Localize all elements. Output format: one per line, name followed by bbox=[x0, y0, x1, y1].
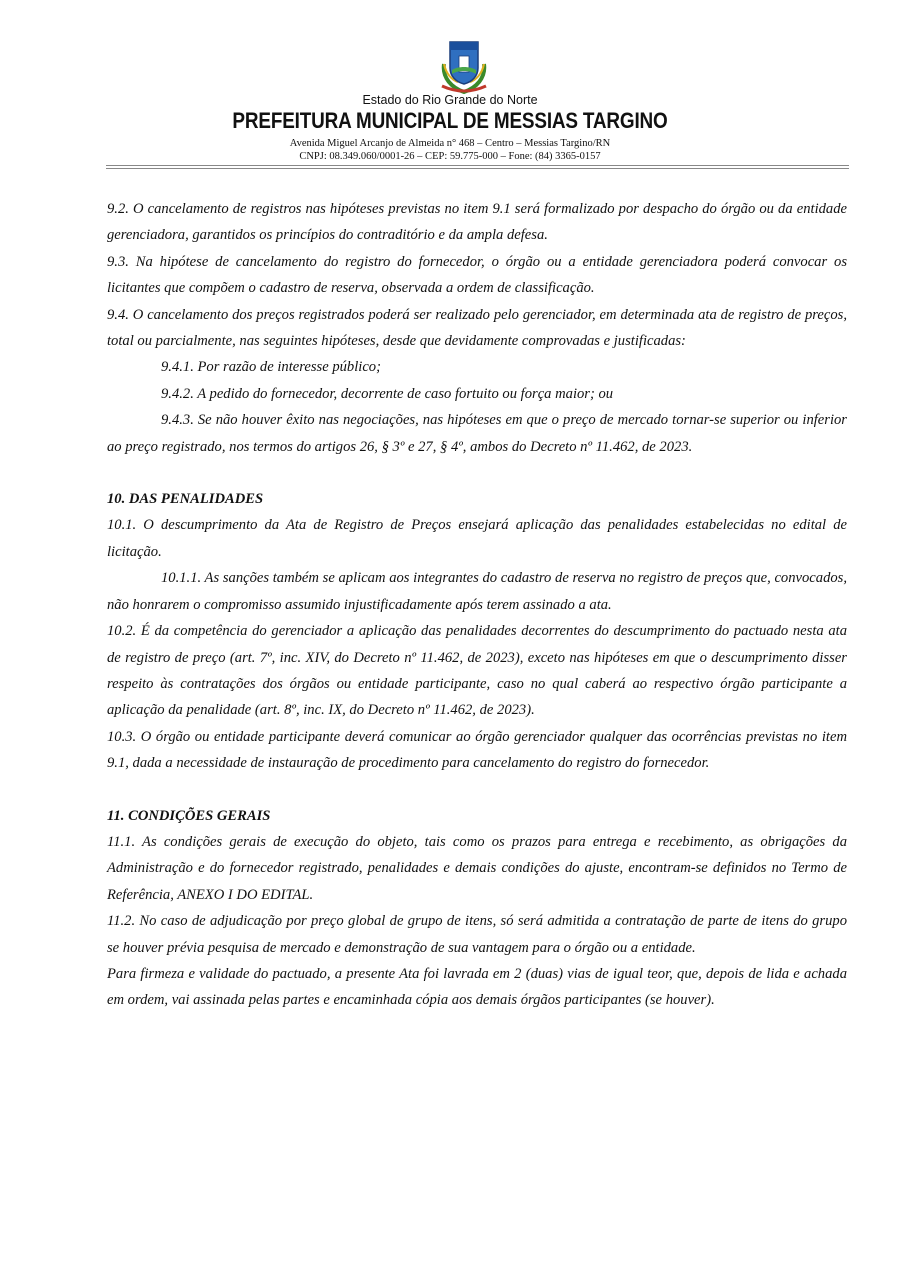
address-line: Avenida Miguel Arcanjo de Almeida n° 468 – Centro – Messias Targino/RN bbox=[289, 138, 611, 149]
coat-of-arms-icon bbox=[438, 34, 490, 94]
paragraph-9-4: 9.4. O cancelamento dos preços registrados poderá ser realizado pelo gerenciador, em determinada ata de registro de preços, total ou parcialmente, nas seguintes hipóteses, desde que devidamente comprovadas e justificadas: bbox=[107, 306, 847, 350]
paragraph-9-4-2: 9.4.2. A pedido do fornecedor, decorrente de caso fortuito ou força maior; ou bbox=[161, 385, 614, 402]
paragraph-10-1-1: 10.1.1. As sanções também se aplicam aos integrantes do cadastro de reserva no registro de preços que, convocados, não honrarem o compromisso assumido injustificadamente após terem assinado a ata. bbox=[107, 570, 847, 613]
cnpj-line: CNPJ: 08.349.060/0001-26 – CEP: 59.775-000 – Fone: (84) 3365-0157 bbox=[299, 151, 601, 162]
state-name: Estado do Rio Grande do Norte bbox=[362, 93, 538, 107]
organization-title: PREFEITURA MUNICIPAL DE MESSIAS TARGINO bbox=[232, 108, 668, 133]
closing-paragraph: Para firmeza e validade do pactuado, a presente Ata foi lavrada em 2 (duas) vias de igual teor, que, depois de lida e achada em ordem, vai assinada pelas partes e encaminhada cópia aos demais órgãos participantes (se houver). bbox=[107, 965, 847, 1009]
paragraph-10-3: 10.3. O órgão ou entidade participante deverá comunicar ao órgão gerenciador qualquer das ocorrências previstas no item 9.1, dada a necessidade de instauração de procedimento para cancelamento do registro do fornecedor. bbox=[107, 728, 847, 772]
document-body bbox=[107, 196, 847, 1014]
section-heading-10: 10. DAS PENALIDADES bbox=[107, 491, 264, 508]
section-heading-11: 11. CONDIÇÕES GERAIS bbox=[107, 807, 271, 824]
header-divider-top bbox=[106, 165, 849, 166]
paragraph-9-4-3: 9.4.3. Se não houver êxito nas negociações, nas hipóteses em que o preço de mercado tornar-se superior ou inferior ao preço registrado, nos termos do artigos 26, § 3º e 27, § 4º, ambos do Decreto nº 11.462, de 2023. bbox=[107, 412, 847, 455]
header-divider-bottom bbox=[106, 168, 849, 169]
paragraph-9-3: 9.3. Na hipótese de cancelamento do registro do fornecedor, o órgão ou a entidade gerenciadora poderá convocar os licitantes que compõem o cadastro de reserva, observada a ordem de classificação. bbox=[107, 253, 847, 297]
paragraph-10-2: 10.2. É da competência do gerenciador a aplicação das penalidades decorrentes do descumprimento do pactuado nesta ata de registro de preço (art. 7º, inc. XIV, do Decreto nº 11.462, de 2023), exceto nas hipóteses em que o descumprimento disser respeito às contratações dos órgãos ou entidade participante, caso no qual caberá ao respectivo órgão participante a aplicação da penalidade (art. 8º, inc. IX, do Decreto nº 11.462, de 2023). bbox=[107, 623, 847, 719]
paragraph-9-4-1: 9.4.1. Por razão de interesse público; bbox=[161, 359, 381, 376]
paragraph-9-2: 9.2. O cancelamento de registros nas hipóteses previstas no item 9.1 será formalizado por despacho do órgão ou da entidade gerenciadora, garantidos os princípios do contraditório e da ampla defesa. bbox=[107, 201, 847, 244]
address-block bbox=[0, 137, 900, 163]
paragraph-11-1: 11.1. As condições gerais de execução do objeto, tais como os prazos para entrega e recebimento, as obrigações da Administração e do fornecedor registrado, penalidades e demais condições do ajuste, encontram-se definidos no Termo de Referência, ANEXO I DO EDITAL. bbox=[107, 833, 847, 903]
paragraph-11-2: 11.2. No caso de adjudicação por preço global de grupo de itens, só será admitida a contratação de parte de itens do grupo se houver prévia pesquisa de mercado e demonstração de sua vantagem para o órgão ou a entidade. bbox=[107, 913, 847, 956]
paragraph-10-1: 10.1. O descumprimento da Ata de Registro de Preços ensejará aplicação das penalidades estabelecidas no edital de licitação. bbox=[107, 517, 847, 560]
